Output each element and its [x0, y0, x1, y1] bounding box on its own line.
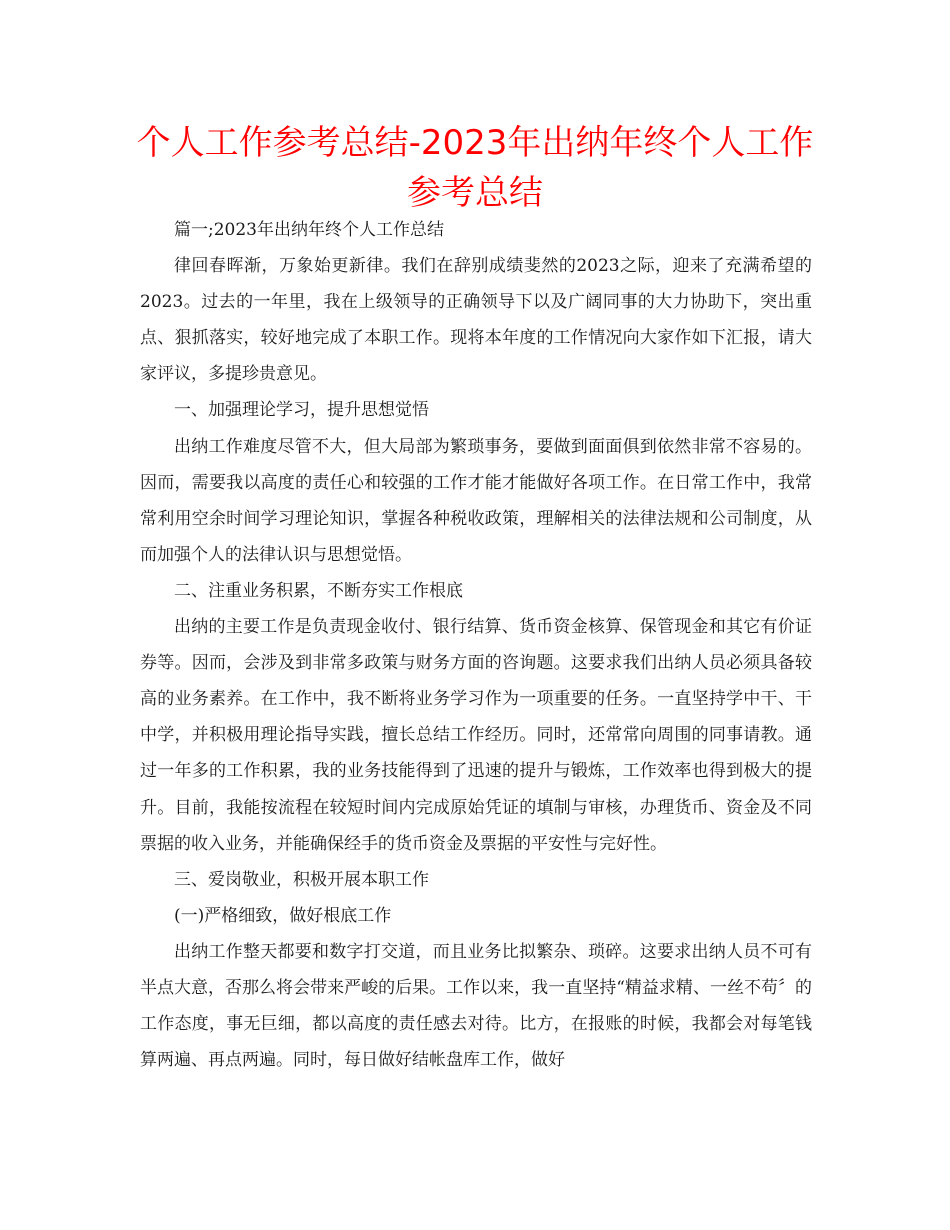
paragraph-careful-work: 出纳工作整天都要和数字打交道，而且业务比拟繁杂、琐碎。这要求出纳人员不可有半点大意，否那么将会带来严峻的后果。工作以来，我一直坚持“精益求精、一丝不苟〞的工作态度，事无巨细，都以高度的责任感去对待。比方，在报账的时候，我都会对每笔钱算两遍、再点两遍。同时，每日做好结帐盘库工作，做好: [140, 941, 812, 1071]
section-heading-3: 三、爱岗敬业，积极开展本职工作: [174, 869, 429, 890]
paragraph-theory-study: 出纳工作难度尽管不大，但大局部为繁琐事务，要做到面面俱到依然非常不容易的。因而，需要我以高度的责任心和较强的工作才能才能做好各项工作。在日常工作中，我常常利用空余时间学习理论知识，掌握各种税收政策，理解相关的法律法规和公司制度，从而加强个人的法律认识与思想觉悟。: [140, 436, 812, 565]
subsection-heading-3-1: (一)严格细致，做好根底工作: [174, 905, 392, 926]
section-heading-part-one: 篇一;2023年出纳年终个人工作总结: [174, 220, 444, 240]
section-heading-1: 一、加强理论学习，提升思想觉悟: [174, 400, 429, 421]
paragraph-business-accumulation: 出纳的主要工作是负责现金收付、银行结算、货币资金核算、保管现金和其它有价证券等。因而，会涉及到非常多政策与财务方面的咨询题。这要求我们出纳人员必须具备较高的业务素养。在工作中，我不断将业务学习作为一项重要的任务。一直坚持学中干、干中学，并积极用理论指导实践，擅长总结工作经历。同时，还常常向周围的同事请教。通过一年多的工作积累，我的业务技能得到了迅速的提升与锻炼，工作效率也得到极大的提升。目前，我能按流程在较短时间内完成原始凭证的填制与审核，办理货币、资金及不同票据的收入业务，并能确保经手的货币资金及票据的平安性与完好性。: [140, 617, 812, 854]
document-title: 个人工作参考总结-2023年出纳年终个人工作参考总结: [136, 123, 814, 213]
document-body: [140, 212, 812, 1078]
paragraph-intro: 律回春晖渐，万象始更新律。我们在辞别成绩斐然的2023之际，迎来了充满希望的2023。过去的一年里，我在上级领导的正确领导下以及广阔同事的大力协助下，突出重点、狠抓落实，较好地完成了本职工作。现将本年度的工作情况向大家作如下汇报，请大家评议，多提珍贵意见。: [140, 256, 812, 385]
section-heading-2: 二、注重业务积累，不断夯实工作根底: [174, 580, 463, 601]
